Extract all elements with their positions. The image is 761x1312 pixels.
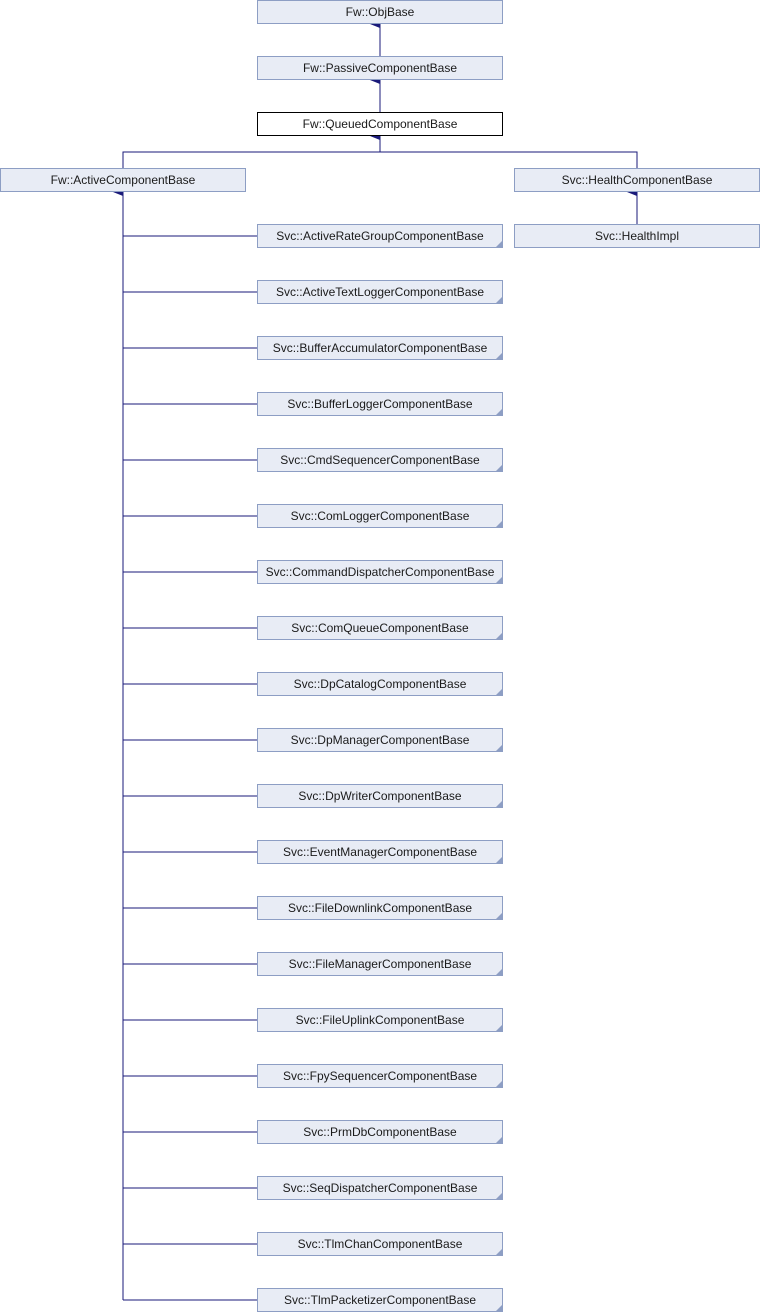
node-active-child[interactable]: Svc::SeqDispatcherComponentBase (257, 1176, 503, 1200)
node-active-child[interactable]: Svc::FileDownlinkComponentBase (257, 896, 503, 920)
node-health-impl[interactable]: Svc::HealthImpl (514, 224, 760, 248)
node-health-component-base[interactable]: Svc::HealthComponentBase (514, 168, 760, 192)
node-active-child[interactable]: Svc::ComLoggerComponentBase (257, 504, 503, 528)
node-active-child[interactable]: Svc::EventManagerComponentBase (257, 840, 503, 864)
node-active-child[interactable]: Svc::BufferAccumulatorComponentBase (257, 336, 503, 360)
node-active-child[interactable]: Svc::TlmPacketizerComponentBase (257, 1288, 503, 1312)
node-active-child[interactable]: Svc::PrmDbComponentBase (257, 1120, 503, 1144)
edge-active-to-queued (123, 152, 380, 168)
node-active-component-base[interactable]: Fw::ActiveComponentBase (0, 168, 246, 192)
node-active-child[interactable]: Svc::FileUplinkComponentBase (257, 1008, 503, 1032)
node-active-child[interactable]: Svc::ActiveRateGroupComponentBase (257, 224, 503, 248)
node-obj-base[interactable]: Fw::ObjBase (257, 0, 503, 24)
node-active-child[interactable]: Svc::DpCatalogComponentBase (257, 672, 503, 696)
node-active-child[interactable]: Svc::FileManagerComponentBase (257, 952, 503, 976)
node-active-child[interactable]: Svc::ActiveTextLoggerComponentBase (257, 280, 503, 304)
edge-health-to-queued (380, 152, 637, 168)
node-active-child[interactable]: Svc::TlmChanComponentBase (257, 1232, 503, 1256)
node-active-child[interactable]: Svc::CmdSequencerComponentBase (257, 448, 503, 472)
node-active-child[interactable]: Svc::DpWriterComponentBase (257, 784, 503, 808)
node-active-child[interactable]: Svc::DpManagerComponentBase (257, 728, 503, 752)
node-active-child[interactable]: Svc::BufferLoggerComponentBase (257, 392, 503, 416)
node-passive-component-base[interactable]: Fw::PassiveComponentBase (257, 56, 503, 80)
node-queued-component-base: Fw::QueuedComponentBase (257, 112, 503, 136)
node-active-child[interactable]: Svc::FpySequencerComponentBase (257, 1064, 503, 1088)
node-active-child[interactable]: Svc::ComQueueComponentBase (257, 616, 503, 640)
node-active-child[interactable]: Svc::CommandDispatcherComponentBase (257, 560, 503, 584)
